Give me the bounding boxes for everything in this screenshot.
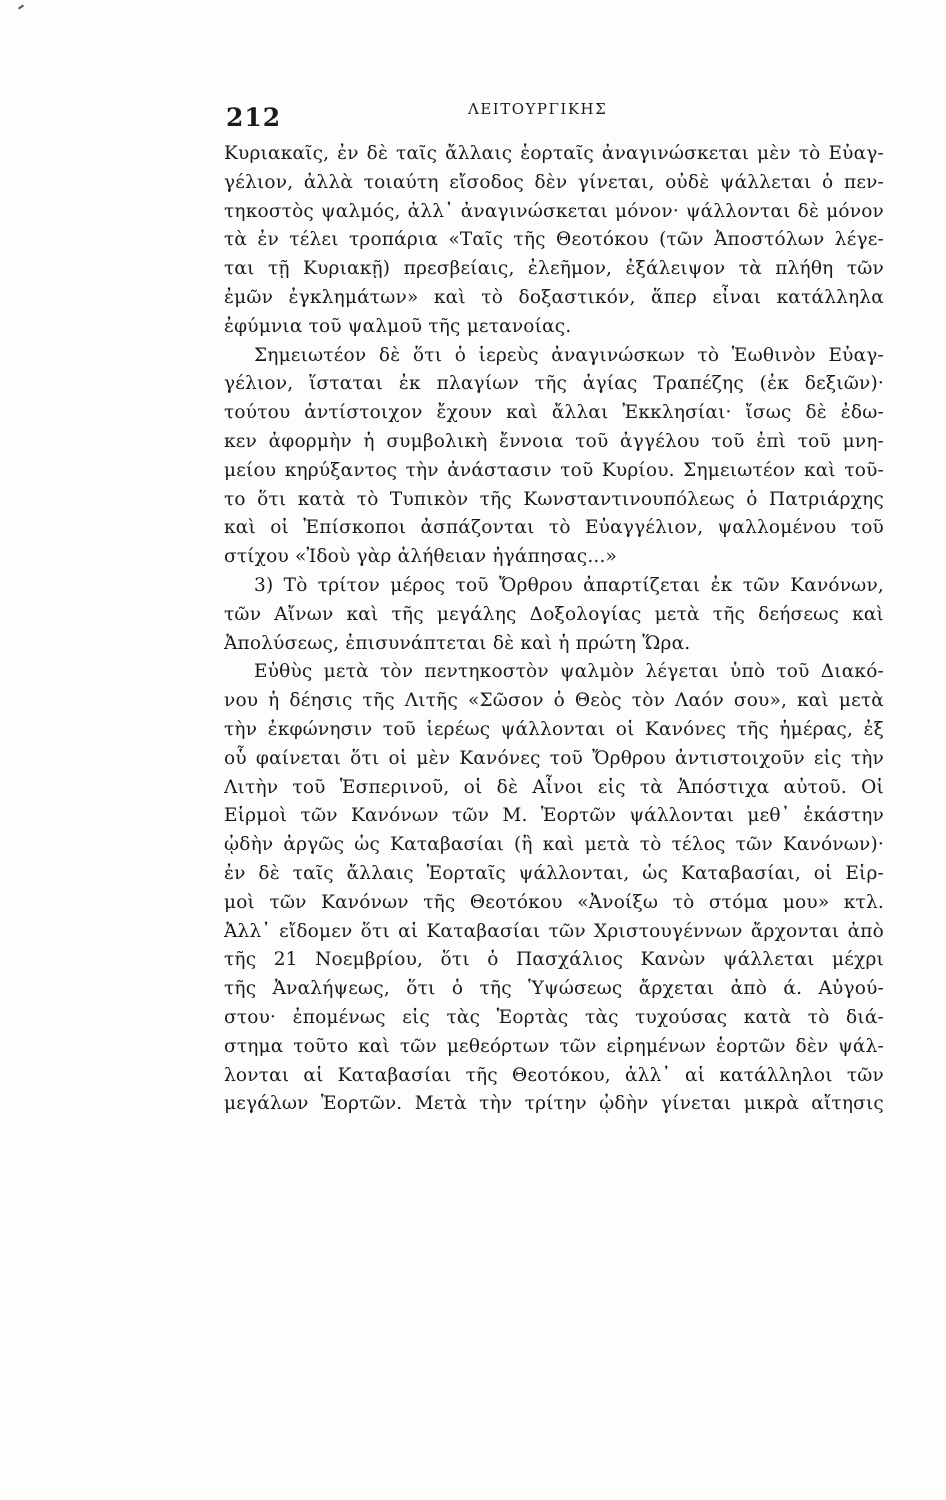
page-number: 212 bbox=[226, 103, 282, 132]
text-line: τῆς Ἀναλήψεως, ὅτι ὁ τῆς Ὑψώσεως ἄρχεται ἀπὸ ά. Αὐγού- bbox=[224, 978, 884, 1000]
text-line: μεγάλων Ἑορτῶν. Μετὰ τὴν τρίτην ᾠδὴν γίνεται μικρὰ αἴτησις bbox=[224, 1093, 884, 1115]
text-line: ἐφύμνια τοῦ ψαλμοῦ τῆς μετανοίας. bbox=[224, 315, 572, 337]
text-line: γέλιον, ἀλλὰ τοιαύτη εἴσοδος δὲν γίνεται, οὐδὲ ψάλλεται ὁ πεν- bbox=[224, 171, 884, 193]
text-line: ται τῇ Κυριακῇ) πρεσβείαις, ἐλεῆμον, ἐξάλειψον τὰ πλήθη τῶν bbox=[224, 258, 884, 280]
text-line: μείου κηρύξαντος τὴν ἀνάστασιν τοῦ Κυρίου. Σημειωτέον καὶ τοῦ- bbox=[224, 459, 884, 481]
text-line: λονται αἱ Καταβασίαι τῆς Θεοτόκου, ἀλλ᾽ αἱ κατάλληλοι τῶν bbox=[224, 1064, 884, 1086]
text-line: Λιτὴν τοῦ Ἑσπερινοῦ, οἱ δὲ Αἶνοι εἰς τὰ Ἀπόστιχα αὐτοῦ. Οἱ bbox=[224, 776, 884, 798]
text-line: στίχου «Ἰδοὺ γὰρ ἀλήθειαν ἠγάπησας...» bbox=[224, 546, 618, 568]
text-line: Ἀλλ᾽ εἴδομεν ὅτι αἱ Καταβασίαι τῶν Χριστουγέννων ἄρχονται ἀπὸ bbox=[224, 920, 884, 942]
text-line: τῆς 21 Νοεμβρίου, ὅτι ὁ Πασχάλιος Κανὼν ψάλλεται μέχρι bbox=[224, 949, 884, 971]
text-line: 3) Τὸ τρίτον μέρος τοῦ Ὄρθρου ἀπαρτίζεται ἐκ τῶν Κανόνων, bbox=[254, 574, 884, 596]
text-line: Ἀπολύσεως, ἐπισυνάπτεται δὲ καὶ ἡ πρώτη Ὥρα. bbox=[224, 632, 691, 654]
text-line: τὴν ἐκφώνησιν τοῦ ἱερέως ψάλλονται οἱ Κανόνες τῆς ἡμέρας, ἐξ bbox=[224, 718, 884, 740]
text-line: ἐμῶν ἐγκλημάτων» καὶ τὸ δοξαστικόν, ἅπερ εἶναι κατάλληλα bbox=[224, 286, 884, 308]
text-line: Εἱρμοὶ τῶν Κανόνων τῶν Μ. Ἑορτῶν ψάλλονται μεθ᾽ ἑκάστην bbox=[224, 805, 884, 827]
text-line: γέλιον, ἵσταται ἐκ πλαγίων τῆς ἁγίας Τραπέζης (ἐκ δεξιῶν)· bbox=[224, 373, 884, 395]
text-line: μοὶ τῶν Κανόνων τῆς Θεοτόκου «Ἀνοίξω τὸ στόμα μου» κτλ. bbox=[224, 891, 884, 913]
text-line: Σημειωτέον δὲ ὅτι ὁ ἱερεὺς ἀναγινώσκων τὸ Ἑωθινὸν Εὐαγ- bbox=[254, 344, 884, 366]
text-line: ᾠδὴν ἀργῶς ὡς Καταβασίαι (ἢ καὶ μετὰ τὸ τέλος τῶν Κανόνων)· bbox=[224, 834, 884, 856]
text-line: τηκοστὸς ψαλμός, ἀλλ᾽ ἀναγινώσκεται μόνον· ψάλλονται δὲ μόνον bbox=[224, 200, 884, 222]
text-line: κεν ἀφορμὴν ἡ συμβολικὴ ἔννοια τοῦ ἀγγέλου τοῦ ἐπὶ τοῦ μνη- bbox=[224, 430, 884, 452]
text-line: στου· ἐπομένως εἰς τὰς Ἑορτὰς τὰς τυχούσας κατὰ τὸ διά- bbox=[224, 1006, 884, 1028]
text-line: καὶ οἱ Ἐπίσκοποι ἀσπάζονται τὸ Εὐαγγέλιον, ψαλλομένου τοῦ bbox=[224, 517, 884, 539]
text-line: τούτου ἀντίστοιχον ἔχουν καὶ ἄλλαι Ἐκκλησίαι· ἴσως δὲ ἐδω- bbox=[224, 402, 884, 424]
running-head: ΛΕΙΤΟΥΡΓΙΚΗΣ bbox=[468, 100, 608, 118]
text-line: τὰ ἐν τέλει τροπάρια «Ταῖς τῆς Θεοτόκου (τῶν Ἀποστόλων λέγε- bbox=[224, 229, 884, 251]
corner-mark bbox=[18, 4, 24, 9]
text-line: Κυριακαῖς, ἐν δὲ ταῖς ἄλλαις ἑορταῖς ἀναγινώσκεται μὲν τὸ Εὐαγ- bbox=[224, 143, 884, 164]
text-line: Εὐθὺς μετὰ τὸν πεντηκοστὸν ψαλμὸν λέγεται ὑπὸ τοῦ Διακό- bbox=[254, 661, 884, 683]
text-line: στημα τοῦτο καὶ τῶν μεθεόρτων τῶν εἰρημένων ἑορτῶν δὲν ψάλ- bbox=[224, 1035, 884, 1057]
text-line: τῶν Αἴνων καὶ τῆς μεγάλης Δοξολογίας μετὰ τῆς δεήσεως καὶ bbox=[224, 603, 884, 625]
text-line: ἐν δὲ ταῖς ἄλλαις Ἑορταῖς ψάλλονται, ὡς Καταβασίαι, οἱ Εἱρ- bbox=[224, 862, 884, 884]
text-line: νου ἡ δέησις τῆς Λιτῆς «Σῶσον ὁ Θεὸς τὸν Λαόν σου», καὶ μετὰ bbox=[224, 690, 884, 712]
text-line: οὗ φαίνεται ὅτι οἱ μὲν Κανόνες τοῦ Ὄρθρου ἀντιστοιχοῦν εἰς τὴν bbox=[224, 747, 884, 769]
text-line: το ὅτι κατὰ τὸ Τυπικὸν τῆς Κωνσταντινουπόλεως ὁ Πατριάρχης bbox=[224, 488, 884, 510]
body-text bbox=[224, 140, 884, 1119]
